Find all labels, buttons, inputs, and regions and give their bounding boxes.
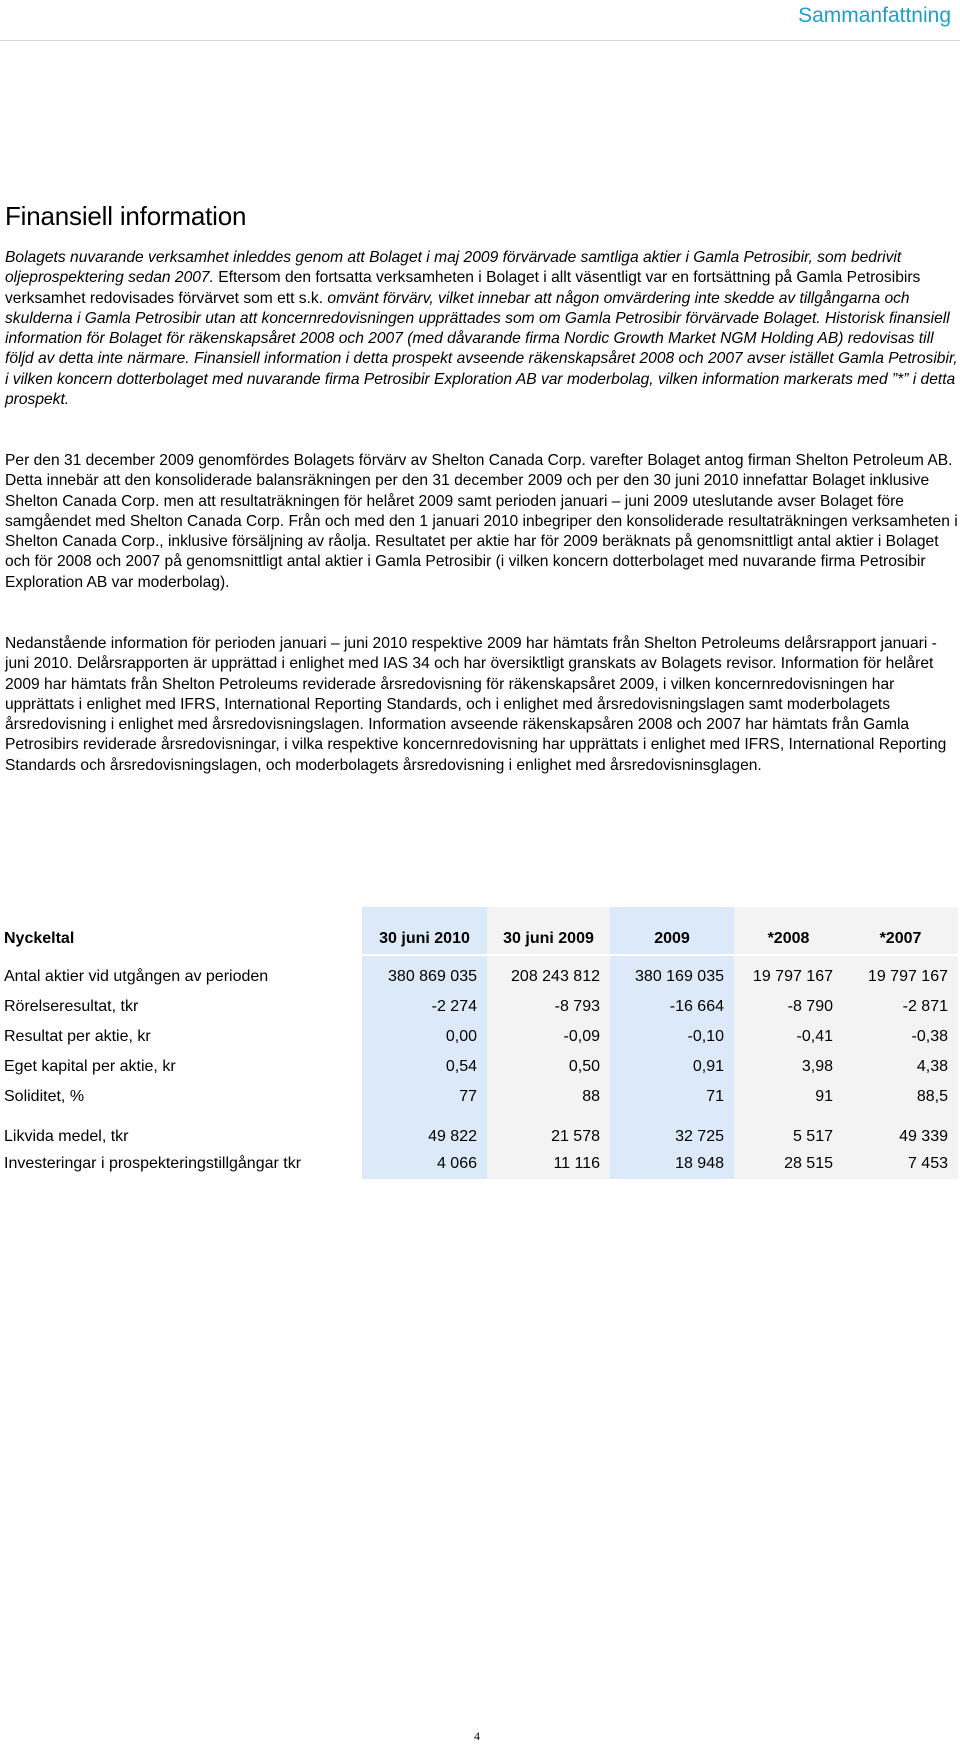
kpi-row <box>0 955 958 992</box>
kpi-cell: -8 790 <box>734 992 843 1022</box>
paragraph-sources: Nedanstående information för perioden januari – juni 2010 respektive 2009 har hämtats från Shelton Petroleums delårsrapport januari - juni 2010. Delårsrapporten är upprättad i enlighet med IAS 34 och har översiktligt granskats av Bolagets revisor. Information för helåret 2009 har hämtats från Shelton Petroleums reviderade årsredovisning för räkenskapsåret 2009, i vilken koncernredovisningen har upprättats i enlighet med IFRS, International Reporting Standards, och i enlighet med årsredovisningslagen samt moderbolagets årsredovisning i enlighet med årsredovisningslagen. Information avseende räkenskapsåren 2008 och 2007 har hämtats från Gamla Petrosibirs reviderade årsredovisningar, i vilka respektive koncernredovisning har upprättats i enlighet med IFRS, International Reporting Standards och årsredovisningslagen, och moderbolagets årsredovisning i enlighet med årsredovisninsglagen. <box>5 635 947 774</box>
paragraph-intro-part-c: omvänt förvärv, vilket innebar att någon omvärdering inte skedde av tillgångarna och skulderna i Gamla Petrosibir utan att koncernredovisningen upprättades som om Gamla Petrosibir förvärvade Bolaget. Historisk finansiell information för Bolaget för räkenskapsåret 2008 och 2007 (med dåvarande firma Nordic Growth Market NGM Holding AB) redovisas till följd av detta inte närmare. Finansiell information i detta prospekt avseende räkenskapsåret 2008 och 2007 avser istället Gamla Petrosibir, i vilken koncern dotterbolaget med nuvarande firma Petrosibir Exploration AB var moderbolag, vilken information markerats med ”*” i detta prospekt. <box>5 289 958 409</box>
kpi-cell: 18 948 <box>610 1149 734 1179</box>
kpi-header-cell: 2009 <box>610 907 734 955</box>
kpi-cell: 49 339 <box>843 1112 958 1149</box>
kpi-cell: -2 274 <box>362 992 487 1022</box>
kpi-row <box>0 992 958 1022</box>
kpi-cell: 0,00 <box>362 1022 487 1052</box>
kpi-row-label: Antal aktier vid utgången av perioden <box>4 968 269 985</box>
kpi-cell: 71 <box>610 1082 734 1112</box>
kpi-header-cell: *2007 <box>843 907 958 955</box>
kpi-row <box>0 1082 958 1112</box>
kpi-cell: 77 <box>362 1082 487 1112</box>
kpi-header-cell: 30 juni 2010 <box>362 907 487 955</box>
kpi-cell: 28 515 <box>734 1149 843 1179</box>
kpi-row-label: Investeringar i prospekteringstillgångar tkr <box>4 1155 302 1172</box>
kpi-cell: -8 793 <box>487 992 610 1022</box>
kpi-cell: -16 664 <box>610 992 734 1022</box>
kpi-cell: -0,41 <box>734 1022 843 1052</box>
kpi-header-cell: Nyckeltal <box>0 907 362 955</box>
kpi-header-row <box>0 907 958 955</box>
section-title: Finansiell information <box>5 201 247 231</box>
running-header: Sammanfattning <box>798 4 951 27</box>
kpi-cell: 7 453 <box>843 1149 958 1179</box>
kpi-cell: 380 869 035 <box>362 955 487 992</box>
paragraph-intro-part-b: Eftersom den fortsatta verksamheten i Bolaget i allt väsentligt var en fortsättning på Gamla Petrosibirs verksamhet redovisades förvärvet som ett s.k. <box>5 269 921 307</box>
kpi-cell: -0,09 <box>487 1022 610 1052</box>
kpi-row-label: Rörelseresultat, tkr <box>4 998 139 1015</box>
kpi-row-label: Eget kapital per aktie, kr <box>4 1058 176 1075</box>
kpi-cell: 0,91 <box>610 1052 734 1082</box>
kpi-cell: -2 871 <box>843 992 958 1022</box>
kpi-cell: 4 066 <box>362 1149 487 1179</box>
kpi-header-cell: 30 juni 2009 <box>487 907 610 955</box>
kpi-cell: 32 725 <box>610 1112 734 1149</box>
paragraph-intro-part-a: Bolagets nuvarande verksamhet inleddes genom att Bolaget i maj 2009 förvärvade samtliga aktier i Gamla Petrosibir, som bedrivit oljeprospektering sedan 2007. <box>5 249 902 287</box>
paragraph-intro <box>5 248 960 410</box>
kpi-cell: 88 <box>487 1082 610 1112</box>
kpi-row-label: Likvida medel, tkr <box>4 1128 129 1145</box>
kpi-cell: 19 797 167 <box>843 955 958 992</box>
kpi-cell: 5 517 <box>734 1112 843 1149</box>
kpi-cell: 21 578 <box>487 1112 610 1149</box>
kpi-header-cell: *2008 <box>734 907 843 955</box>
kpi-cell: -0,10 <box>610 1022 734 1052</box>
page-number: 4 <box>474 1729 480 1743</box>
kpi-cell: 3,98 <box>734 1052 843 1082</box>
kpi-row <box>0 1052 958 1082</box>
kpi-cell: 49 822 <box>362 1112 487 1149</box>
kpi-cell: -0,38 <box>843 1022 958 1052</box>
kpi-row <box>0 1149 958 1179</box>
paragraph-acquisition: Per den 31 december 2009 genomfördes Bolagets förvärv av Shelton Canada Corp. varefter Bolaget antog firman Shelton Petroleum AB. Detta innebär att den konsoliderade balansräkningen per den 31 december 2009 och per den 30 juni 2010 innefattar Bolaget inklusive Shelton Canada Corp. men att resultaträkningen för helåret 2009 samt perioden januari – juni 2009 uteslutande avser Bolaget före samgåendet med Shelton Canada Corp. Från och med den 1 januari 2010 inbegriper den konsoliderade resultaträkningen verksamheten i Shelton Canada Corp., inklusive försäljning av råolja. Resultatet per aktie har för 2009 beräknats på genomsnittligt antal aktier i Bolaget och för 2008 och 2007 på genomsnittligt antal aktier i Gamla Petrosibir (i vilken koncern dotterbolaget med nuvarande firma Petrosibir Exploration AB var moderbolag). <box>5 452 958 591</box>
kpi-cell: 19 797 167 <box>734 955 843 992</box>
kpi-cell: 4,38 <box>843 1052 958 1082</box>
kpi-cell: 11 116 <box>487 1149 610 1179</box>
kpi-cell: 208 243 812 <box>487 955 610 992</box>
kpi-cell: 0,54 <box>362 1052 487 1082</box>
kpi-row-label: Soliditet, % <box>4 1088 85 1105</box>
kpi-cell: 380 169 035 <box>610 955 734 992</box>
header-rule <box>0 40 960 41</box>
kpi-cell: 0,50 <box>487 1052 610 1082</box>
kpi-row <box>0 1112 958 1149</box>
kpi-cell: 88,5 <box>843 1082 958 1112</box>
kpi-row <box>0 1022 958 1052</box>
kpi-table <box>0 907 958 1179</box>
kpi-row-label: Resultat per aktie, kr <box>4 1028 151 1045</box>
kpi-cell: 91 <box>734 1082 843 1112</box>
